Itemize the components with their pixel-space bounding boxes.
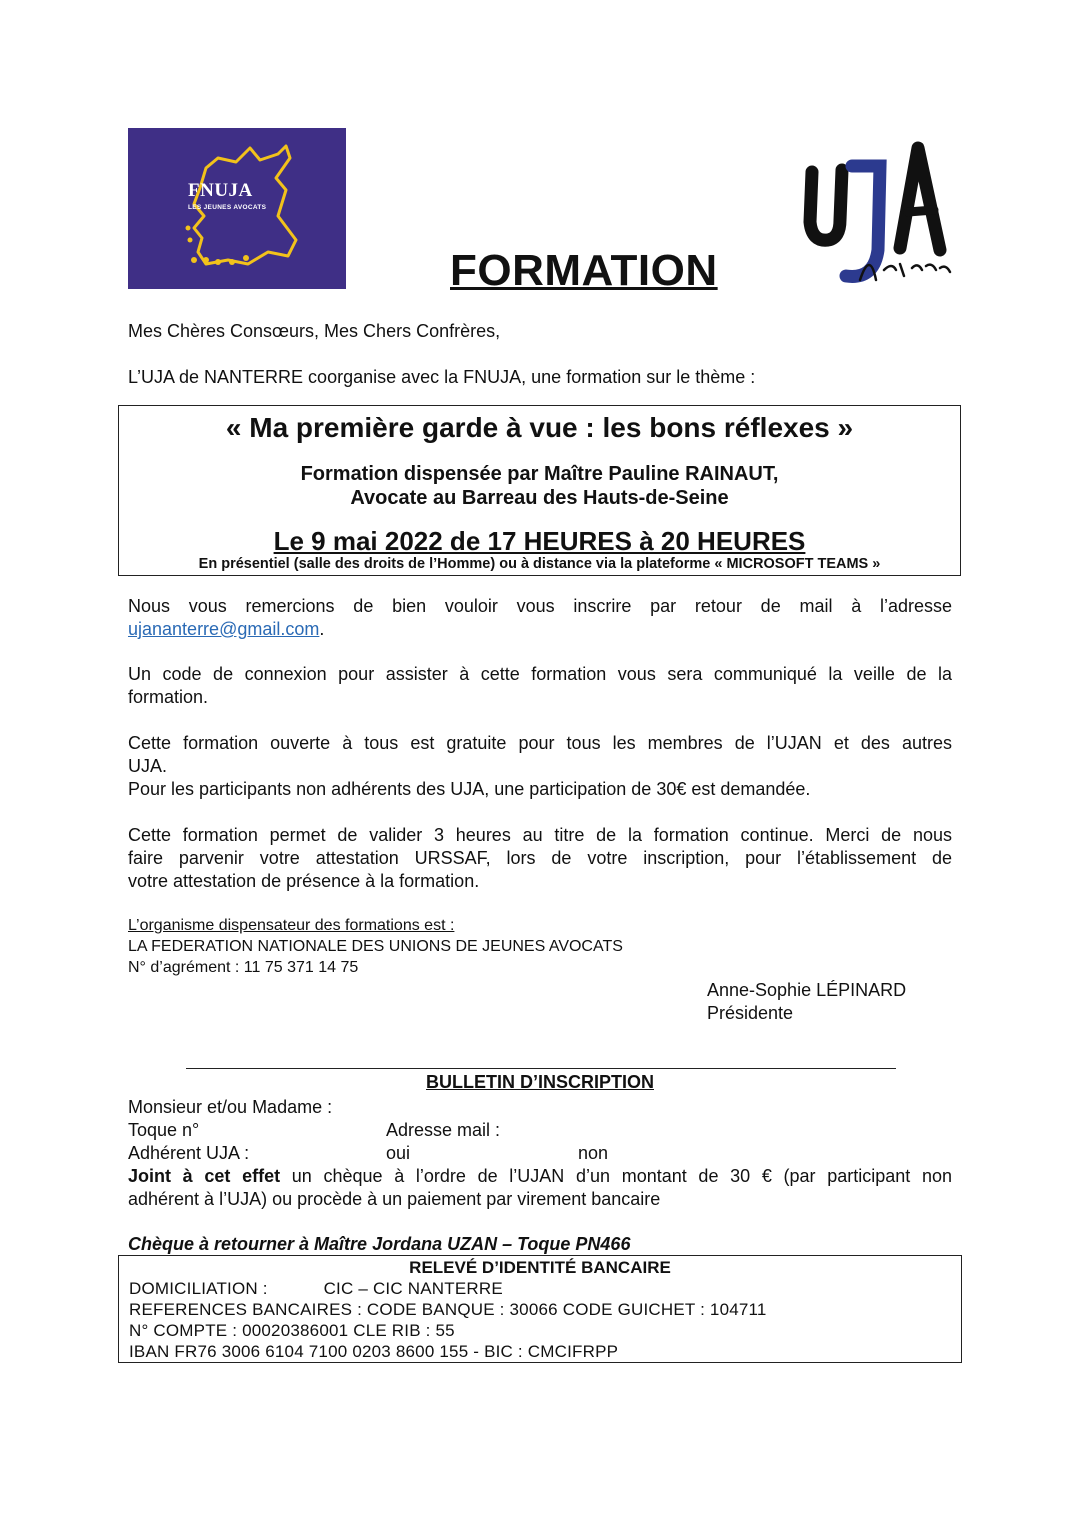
signature-role: Présidente (707, 1003, 794, 1023)
validate-line2: faire parvenir votre attestation URSSAF, lors de votre inscription, pour l’établissement de (128, 848, 952, 868)
contact-email-link[interactable]: ujananterre@gmail.com (128, 619, 320, 639)
bank-details-box (118, 1255, 962, 1363)
fnuja-logo-tagline: LES JEUNES AVOCATS (188, 204, 267, 211)
validation-paragraph (128, 824, 952, 893)
uja-nanterre-logo (800, 130, 960, 295)
fee-line: Pour les participants non adhérents des UJA, une participation de 30€ est demandée. (128, 779, 811, 799)
rib-domiciliation-label: DOMICILIATION : (129, 1279, 268, 1298)
payment-paragraph (128, 1165, 952, 1211)
register-text: Nous vous remercions de bien vouloir vous inscrire par retour de mail à l’adresse (128, 596, 952, 616)
rib-account: N° COMPTE : 00020386001 CLE RIB : 55 (129, 1321, 455, 1340)
rib-title: RELEVÉ D’IDENTITÉ BANCAIRE (409, 1258, 671, 1277)
pricing-paragraph (128, 732, 952, 801)
signature-block (707, 979, 906, 1025)
event-box (118, 405, 961, 576)
member-no-option: non (578, 1143, 609, 1163)
member-yes-option: oui (386, 1143, 411, 1163)
event-trainer-line1: Formation dispensée par Maître Pauline RAINAUT, (300, 463, 779, 485)
email-label: Adresse mail : (386, 1120, 501, 1140)
rib-iban: IBAN FR76 3006 6104 7100 0203 8600 155 - BIC : CMCIFRPP (129, 1342, 619, 1361)
register-paragraph (128, 595, 952, 641)
page-title: FORMATION (450, 246, 718, 295)
free-line2: UJA. (128, 756, 168, 776)
rib-references: REFERENCES BANCAIRES : CODE BANQUE : 30066 CODE GUICHET : 104711 (129, 1300, 767, 1319)
bulletin-title: BULLETIN D’INSCRIPTION (426, 1072, 654, 1092)
uja-brush-letters-icon (800, 130, 960, 295)
event-theme: « Ma première garde à vue : les bons réflexes » (225, 412, 854, 443)
code-line1: Un code de connexion pour assister à cette formation vous sera communiqué la veille de la (128, 664, 952, 684)
organism-label: L’organisme dispensateur des formations est : (128, 917, 455, 934)
organism-agreement: N° d’agrément : 11 75 371 14 75 (128, 959, 359, 976)
event-date: Le 9 mai 2022 de 17 HEURES à 20 HEURES (273, 526, 806, 556)
cheque-instruction: Chèque à retourner à Maître Jordana UZAN – Toque PN466 (128, 1234, 631, 1254)
event-trainer-line2: Avocate au Barreau des Hauts-de-Seine (350, 487, 729, 509)
event-mode: En présentiel (salle des droits de l’Homme) ou à distance via la plateforme « MICROSOFT TEAMS » (198, 556, 881, 572)
intro: L’UJA de NANTERRE coorganise avec la FNUJA, une formation sur le thème : (128, 367, 756, 387)
joint-rest-1: un chèque à l’ordre de l’UJAN d’un montant de 30 € (par participant non (280, 1166, 952, 1186)
fnuja-logo-text: FNUJA (188, 180, 253, 201)
event-trainer (119, 462, 960, 510)
name-label: Monsieur et/ou Madame : (128, 1097, 333, 1117)
register-end: . (319, 619, 325, 639)
joint-bold: Joint à cet effet (128, 1166, 281, 1186)
member-label: Adhérent UJA : (128, 1143, 250, 1163)
validate-line3: votre attestation de présence à la formation. (128, 871, 480, 891)
code-line2: formation. (128, 687, 209, 707)
signature-name: Anne-Sophie LÉPINARD (707, 980, 907, 1000)
greeting: Mes Chères Consœurs, Mes Chers Confrères, (128, 321, 501, 341)
toque-label: Toque n° (128, 1120, 200, 1140)
joint-rest-2: adhérent à l’UJA) ou procède à un paiement par virement bancaire (128, 1189, 661, 1209)
fnuja-logo (128, 128, 346, 289)
rib-domiciliation (119, 1278, 961, 1299)
rib-domiciliation-value: CIC – CIC NANTERRE (323, 1279, 503, 1298)
free-line1: Cette formation ouverte à tous est gratuite pour tous les membres de l’UJAN et des autres (128, 733, 952, 753)
validate-line1: Cette formation permet de valider 3 heures au titre de la formation continue. Merci de nous (128, 825, 952, 845)
organism-block (128, 915, 623, 978)
divider (186, 1068, 896, 1069)
connection-code-paragraph (128, 663, 952, 709)
organism-name: LA FEDERATION NATIONALE DES UNIONS DE JEUNES AVOCATS (128, 938, 623, 955)
